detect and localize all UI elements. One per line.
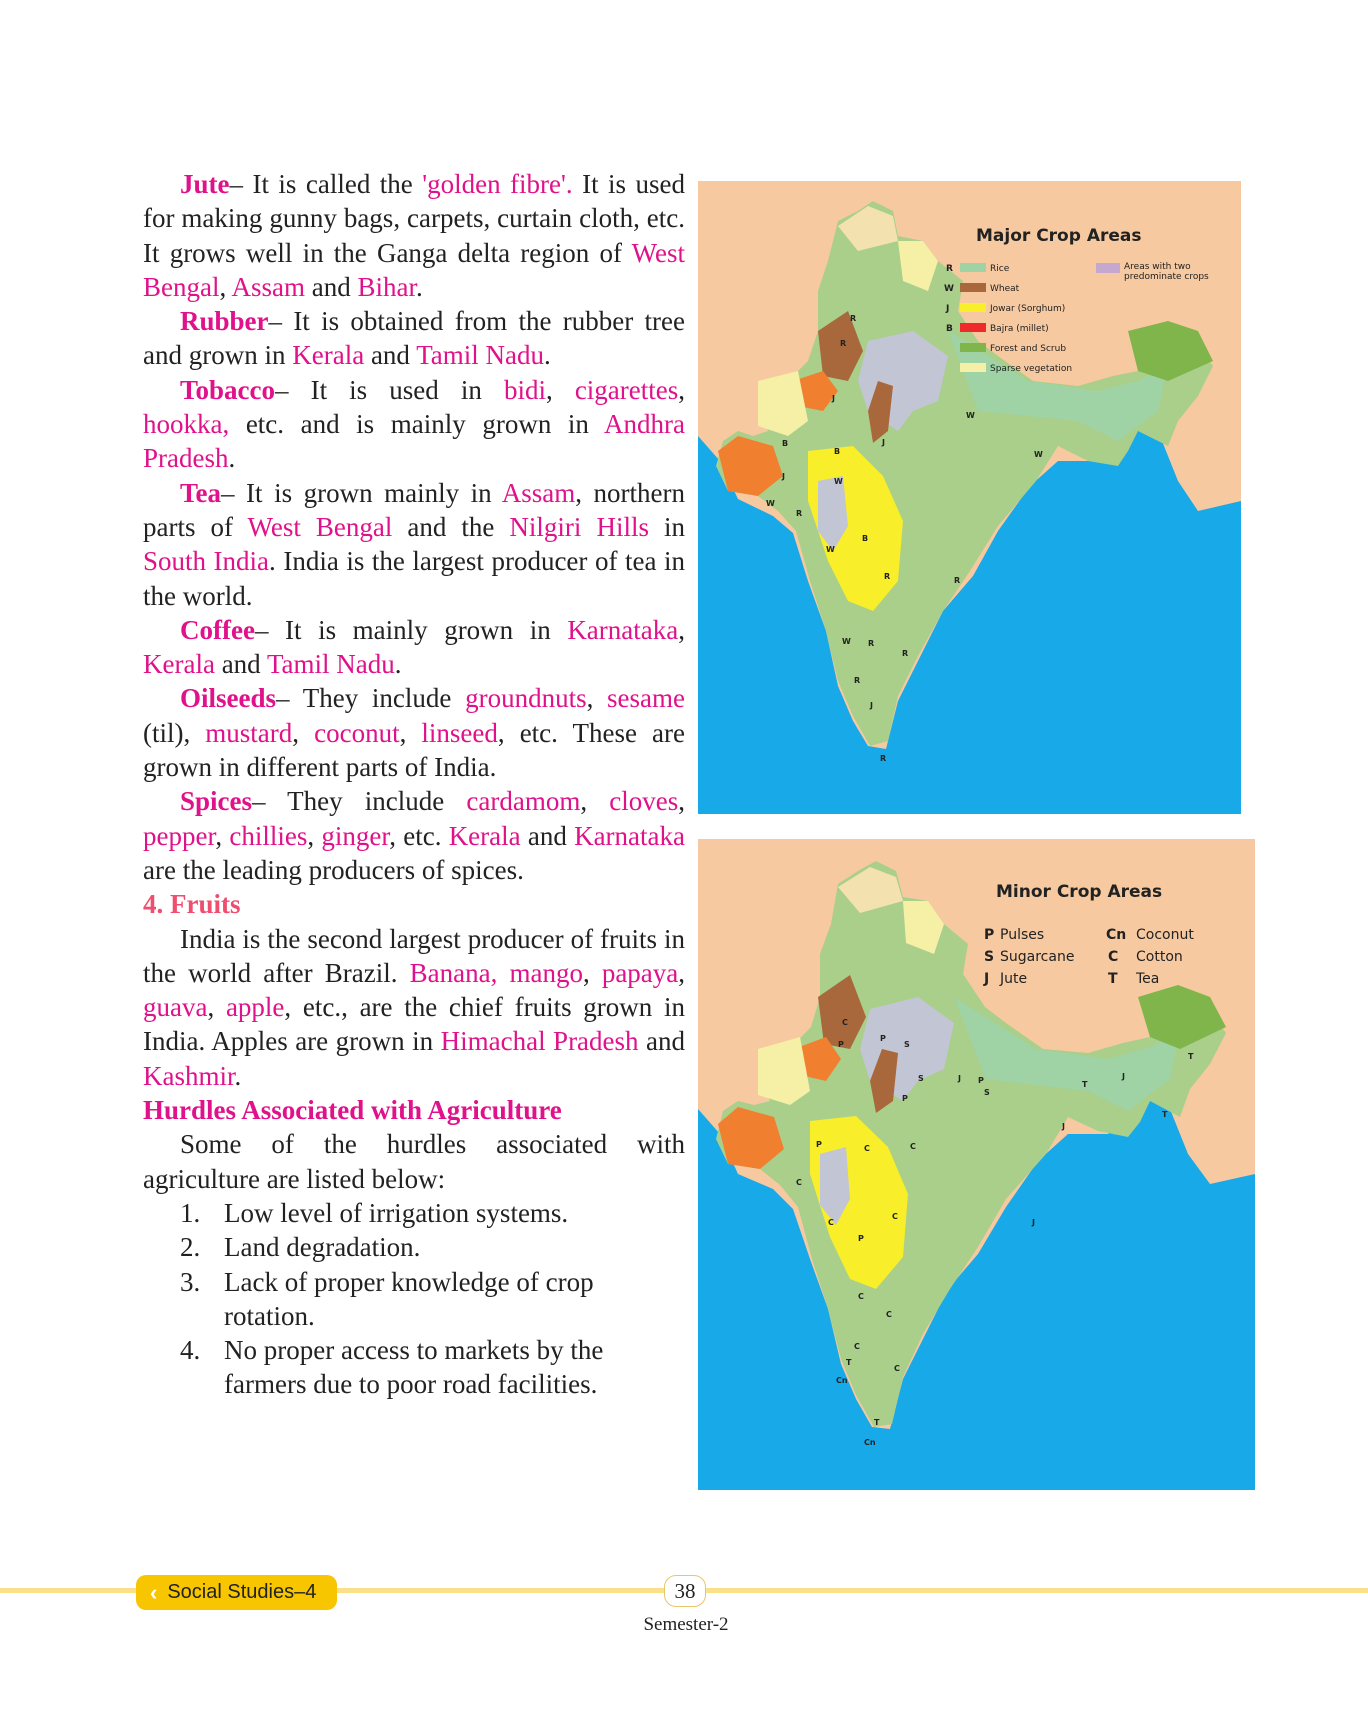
map-label: R [796, 509, 803, 518]
legend-label: predominate crops [1124, 272, 1209, 282]
map-label: Cn [836, 1376, 848, 1385]
map-label: T [874, 1418, 880, 1427]
book-title-badge [136, 1575, 337, 1610]
map-label: R [880, 754, 887, 763]
para-coffee: Coffee– It is mainly grown in Karnataka, Kerala and Tamil Nadu. [143, 614, 685, 680]
legend-label: Areas with two [1124, 262, 1191, 272]
map-label: S [904, 1040, 910, 1049]
legend-code: S [984, 949, 995, 965]
legend-code: T [1108, 971, 1118, 987]
legend-swatch-two-crops [1096, 263, 1120, 273]
map-label: R [850, 314, 857, 323]
map-label: B [782, 439, 789, 448]
map-label: P [838, 1040, 844, 1049]
legend-label: Jute [1000, 971, 1028, 987]
map-label: C [858, 1292, 864, 1301]
map-label: J [870, 701, 873, 710]
map-label: R [902, 649, 909, 658]
major-crop-map [698, 181, 1241, 814]
legend-code: P [984, 927, 995, 943]
map-label: R [854, 676, 861, 685]
map-label: C [886, 1310, 892, 1319]
map-label: J [1032, 1218, 1035, 1227]
semester-label: Semester-2 [643, 1614, 729, 1635]
map-label: T [1188, 1052, 1194, 1061]
legend-swatch-bajra [960, 323, 986, 332]
legend-label: Sugarcane [1000, 949, 1075, 965]
map-label: T [846, 1358, 852, 1367]
map-label: W [1034, 450, 1043, 459]
para-oilseeds: Oilseeds– They include groundnuts, sesame (til), mustard, coconut, linseed, etc. These are grown in different parts of India. [143, 683, 685, 783]
minor-crop-map [698, 839, 1255, 1490]
chevron-left-icon: ‹ [150, 1579, 158, 1605]
heading-fruits: 4. Fruits [143, 889, 241, 920]
legend-label: Wheat [990, 284, 1020, 294]
map-label: Cn [864, 1438, 876, 1447]
para-tea: Tea– It is grown mainly in Assam, northern parts of West Bengal and the Nilgiri Hills in South India. India is the largest producer of tea in the world. [143, 477, 686, 611]
map-label: J [1122, 1072, 1125, 1081]
list-item: 1. Low level of irrigation systems. [180, 1197, 569, 1228]
legend-label: Sparse vegetation [990, 364, 1073, 374]
list-item: 4. No proper access to markets by the farmers due to poor road facilities. [180, 1335, 604, 1400]
map-label: R [868, 639, 875, 648]
map-label: J [1062, 1122, 1065, 1131]
map-label: T [1162, 1110, 1168, 1119]
heading-hurdles: Hurdles Associated with Agriculture [143, 1095, 562, 1126]
legend-label: Coconut [1136, 927, 1194, 943]
legend-swatch-sparse [960, 363, 986, 372]
list-item: 3. Lack of proper knowledge of crop rotation. [180, 1266, 594, 1331]
minor-map-title: Minor Crop Areas [996, 882, 1163, 902]
map-label: J [958, 1074, 961, 1083]
map-label: C [892, 1212, 898, 1221]
map-label: C [910, 1142, 916, 1151]
legend-label: Pulses [1000, 927, 1045, 943]
map-label: W [834, 477, 843, 486]
para-rubber: Rubber– It is obtained from the rubber tree and grown in Kerala and Tamil Nadu. [143, 306, 685, 371]
legend-code: W [944, 284, 954, 294]
map-label: B [834, 447, 841, 456]
hurdles-list [143, 1196, 685, 1402]
list-item: 2. Land degradation. [180, 1232, 421, 1263]
legend-swatch-jowar [960, 303, 986, 312]
legend-label: Rice [990, 264, 1010, 274]
legend-code: C [1108, 949, 1119, 965]
text-column [143, 167, 685, 1402]
map-label: J [832, 394, 835, 403]
legend-code: B [946, 324, 953, 334]
legend-label: Tea [1136, 971, 1160, 987]
legend-label: Jowar (Sorghum) [990, 304, 1066, 314]
legend-label: Cotton [1136, 949, 1183, 965]
map-label: T [1082, 1080, 1088, 1089]
map-label: C [842, 1018, 848, 1027]
map-label: J [782, 472, 785, 481]
map-label: R [884, 572, 891, 581]
map-label: S [984, 1088, 990, 1097]
para-tobacco: Tobacco– It is used in bidi, cigarettes, hookka, etc. and is mainly grown in Andhra Pradesh. [143, 374, 686, 474]
legend-label: Forest and Scrub [990, 344, 1067, 354]
map-label: B [862, 534, 869, 543]
map-label: P [902, 1094, 908, 1103]
map-label: S [918, 1074, 924, 1083]
legend-code: J [984, 971, 990, 987]
map-label: P [880, 1034, 886, 1043]
map-label: W [966, 411, 975, 420]
map-label: C [828, 1218, 834, 1227]
para-jute: Jute– It is called the 'golden fibre'. It is used for making gunny bags, carpets, curtain cloth, etc. It grows well in the Ganga delta region of West Bengal, Assam and Bihar. [143, 169, 685, 302]
legend-code: J [946, 304, 950, 314]
map-label: C [796, 1178, 802, 1187]
legend-label: Bajra (millet) [990, 324, 1049, 334]
map-label: C [894, 1364, 900, 1373]
map-label: W [826, 545, 835, 554]
legend-swatch-forest [960, 343, 986, 352]
map-label: C [864, 1144, 870, 1153]
para-fruits: India is the second largest producer of fruits in the world after Brazil. Banana, mango, papaya, guava, apple, etc., are the chief fruits grown in India. Apples are grown in Himachal Pradesh and Kashmir. [143, 923, 686, 1091]
legend-code: R [946, 264, 953, 274]
legend-swatch-rice [960, 263, 986, 272]
page-number: 38 [664, 1575, 706, 1607]
map-label: P [858, 1234, 864, 1243]
map-label: R [840, 339, 847, 348]
map-label: W [766, 499, 775, 508]
map-label: J [882, 438, 885, 447]
map-label: C [854, 1342, 860, 1351]
map-label: R [954, 576, 961, 585]
map-label: W [842, 637, 851, 646]
para-hurdles-intro: Some of the hurdles associated with agriculture are listed below: [143, 1129, 685, 1194]
book-title: Social Studies–4 [167, 1581, 317, 1603]
map-label: P [978, 1076, 984, 1085]
legend-swatch-wheat [960, 283, 986, 292]
map-label: P [816, 1140, 822, 1149]
major-map-title: Major Crop Areas [976, 226, 1142, 246]
para-spices: Spices– They include cardamom, cloves, pepper, chillies, ginger, etc. Kerala and Karnataka are the leading producers of spices. [143, 786, 686, 885]
legend-code: Cn [1106, 927, 1127, 943]
